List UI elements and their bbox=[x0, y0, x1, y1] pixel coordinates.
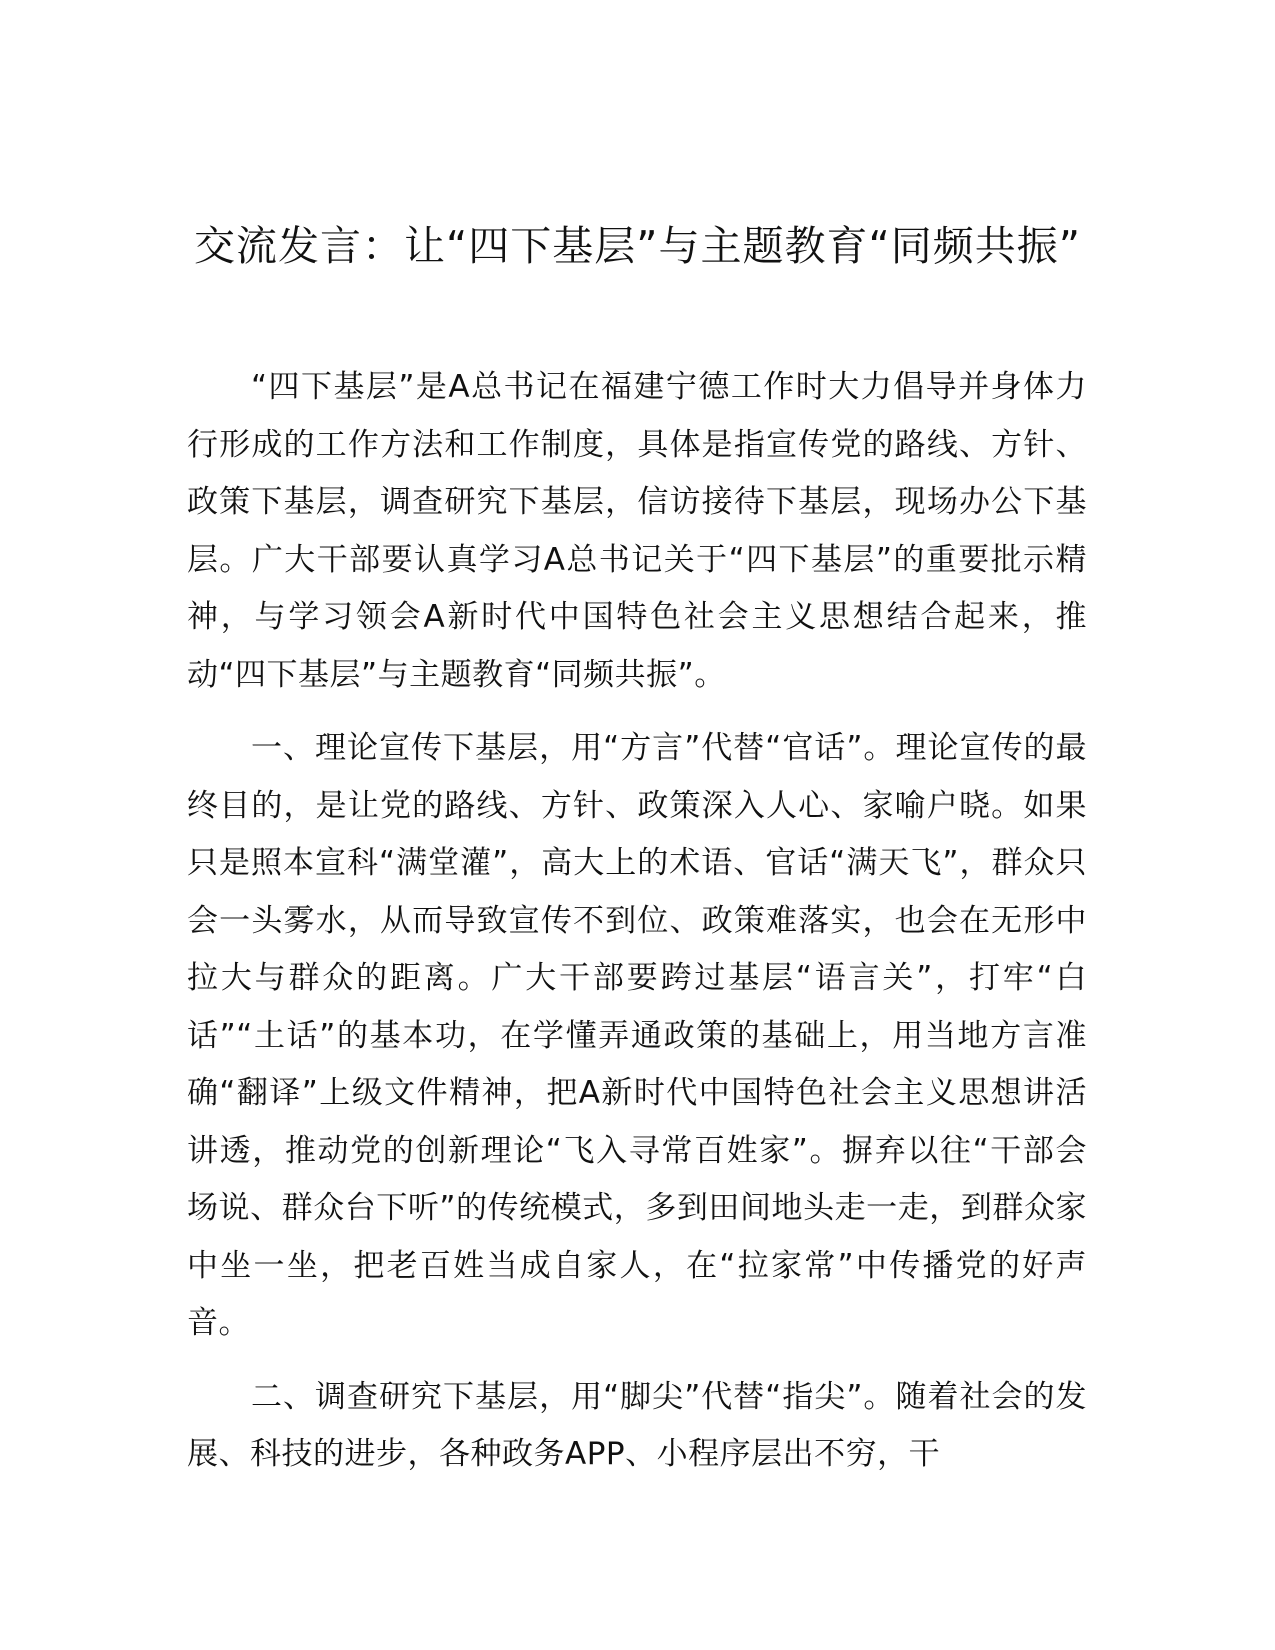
document-title: 交流发言：让“四下基层”与主题教育“同频共振” bbox=[194, 222, 1081, 270]
paragraph-section-two: 二、调查研究下基层，用“脚尖”代替“指尖”。随着社会的发展、科技的进步，各种政务APP、小程序层出不穷，干 bbox=[187, 1378, 1087, 1472]
paragraph-intro: “四下基层”是A总书记在福建宁德工作时大力倡导并身体力行形成的工作方法和工作制度，具体是指宣传党的路线、方针、政策下基层，调查研究下基层，信访接待下基层，现场办公下基层。广大干部要认真学习A总书记关于“四下基层”的重要批示精神，与学习领会A新时代中国特色社会主义思想结合起来，推动“四下基层”与主题教育“同频共振”。 bbox=[187, 369, 1087, 693]
paragraph-section-one: 一、理论宣传下基层，用“方言”代替“官话”。理论宣传的最终目的，是让党的路线、方针、政策深入人心、家喻户晓。如果只是照本宣科“满堂灌”，高大上的术语、官话“满天飞”，群众只会一头雾水，从而导致宣传不到位、政策难落实，也会在无形中拉大与群众的距离。广大干部要跨过基层“语言关”，打牢“白话”“土话”的基本功，在学懂弄通政策的基础上，用当地方言准确“翻译”上级文件精神，把A新时代中国特色社会主义思想讲活讲透，推动党的创新理论“飞入寻常百姓家”。摒弃以往“干部会场说、群众台下听”的传统模式，多到田间地头走一走，到群众家中坐一坐，把老百姓当成自家人，在“拉家常”中传播党的好声音。 bbox=[187, 730, 1087, 1341]
document-body bbox=[187, 359, 1087, 1500]
